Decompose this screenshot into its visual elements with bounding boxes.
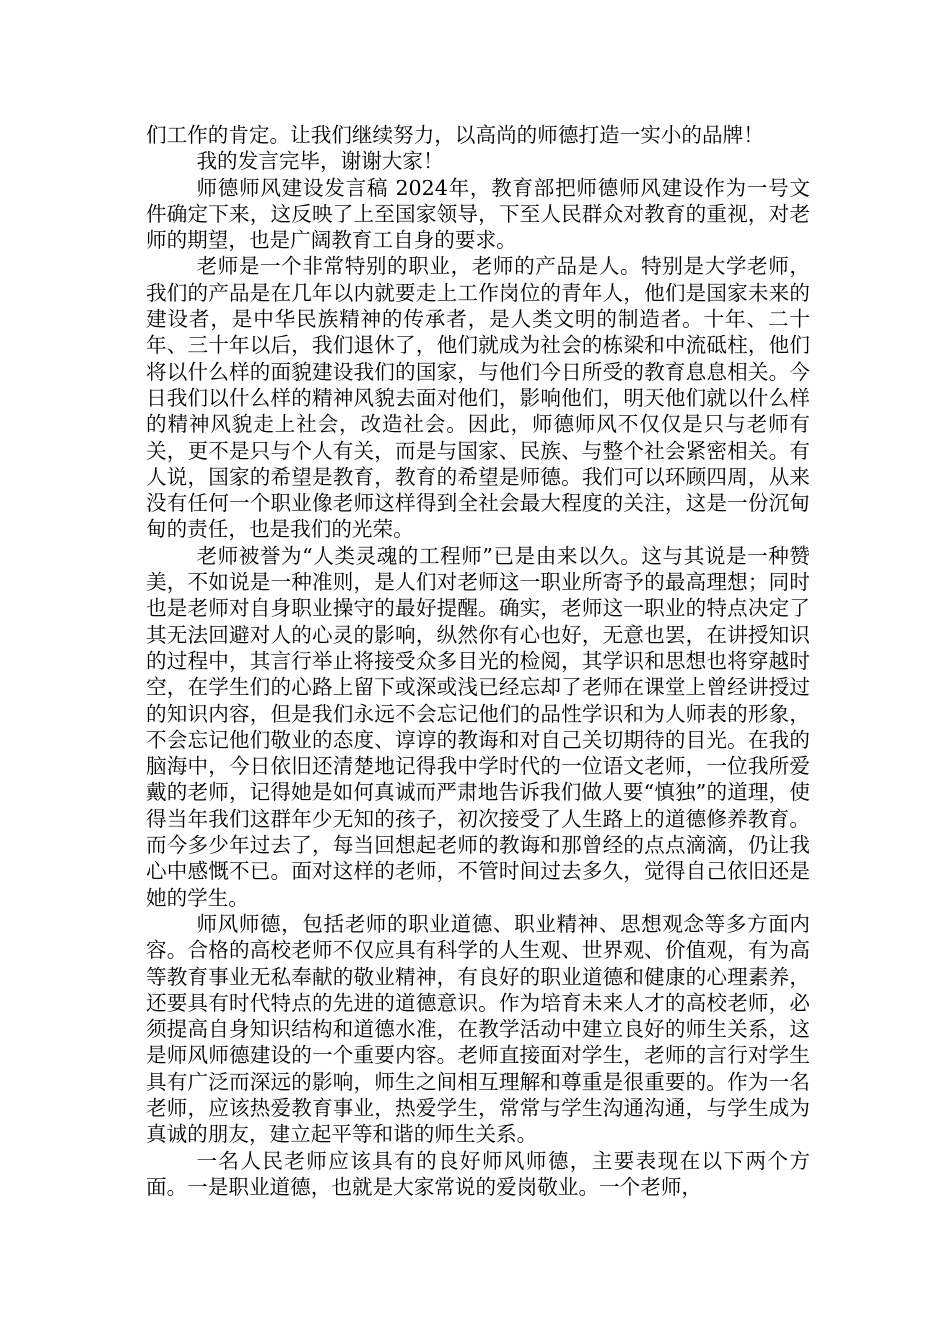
paragraph-4: 老师是一个非常特别的职业，老师的产品是人。特别是大学老师，我们的产品是在几年以内就要走上工作岗位的青年人，他们是国家未来的建设者，是中华民族精神的传承者，是人类文明的制造者。十年、二十年、三十年以后，我们退休了，他们就成为社会的栋梁和中流砥柱，他们将以什么样的面貌建设我们的国家，与他们今日所受的教育息息相关。今日我们以什么样的精神风貌去面对他们，影响他们，明天他们就以什么样的精神风貌走上社会，改造社会。因此，师德师风不仅仅是只与老师有关，更不是只与个人有关，而是与国家、民族、与整个社会紧密相关。有人说，国家的希望是教育，教育的希望是师德。我们可以环顾四周，从来没有任何一个职业像老师这样得到全社会最大程度的关注，这是一份沉甸甸的责任，也是我们的光荣。: [146, 254, 810, 542]
paragraph-6: 师风师德，包括老师的职业道德、职业精神、思想观念等多方面内容。合格的高校老师不仅应具有科学的人生观、世界观、价值观，有为高等教育事业无私奉献的敬业精神，有良好的职业道德和健康的心理素养，还要具有时代特点的先进的道德意识。作为培育未来人才的高校老师，必须提高自身知识结构和道德水准，在教学活动中建立良好的师生关系，这是师风师德建设的一个重要内容。老师直接面对学生，老师的言行对学生具有广泛而深远的影响，师生之间相互理解和尊重是很重要的。作为一名老师，应该热爱教育事业，热爱学生，常常与学生沟通沟通，与学生成为真诚的朋友，建立起平等和谐的师生关系。: [146, 911, 810, 1147]
paragraph-1: 们工作的肯定。让我们继续努力，以高尚的师德打造一实小的品牌！: [146, 123, 764, 147]
paragraph-2: 我的发言完毕，谢谢大家！: [196, 149, 444, 174]
document-page: [146, 122, 810, 1200]
paragraph-5: 老师被誉为“人类灵魂的工程师”已是由来以久。这与其说是一种赞美，不如说是一种准则，是人们对老师这一职业所寄予的最高理想；同时也是老师对自身职业操守的最好提醒。确实，老师这一职业的特点决定了其无法回避对人的心灵的影响，纵然你有心也好，无意也罢，在讲授知识的过程中，其言行举止将接受众多目光的检阅，其学识和思想也将穿越时空，在学生们的心路上留下或深或浅已经忘却了老师在课堂上曾经讲授过的知识内容，但是我们永远不会忘记他们的品性学识和为人师表的形象，不会忘记他们敬业的态度、谆谆的教诲和对自己关切期待的目光。在我的脑海中，今日依旧还清楚地记得我中学时代的一位语文老师，一位我所爱戴的老师，记得她是如何真诚而严肃地告诉我们做人要“慎独”的道理，使得当年我们这群年少无知的孩子，初次接受了人生路上的道德修养教育。而今多少年过去了，每当回想起老师的教诲和那曾经的点点滴滴，仍让我心中感慨不已。面对这样的老师，不管时间过去多久，觉得自己依旧还是她的学生。: [146, 543, 810, 910]
paragraph-7: 一名人民老师应该具有的良好师风师德，主要表现在以下两个方面。一是职业道德，也就是大家常说的爱岗敬业。一个老师，: [146, 1148, 810, 1199]
paragraph-3: 师德师风建设发言稿 2024年，教育部把师德师风建设作为一号文件确定下来，这反映了上至国家领导，下至人民群众对教育的重视，对老师的期望，也是广阔教育工自身的要求。: [146, 175, 810, 253]
